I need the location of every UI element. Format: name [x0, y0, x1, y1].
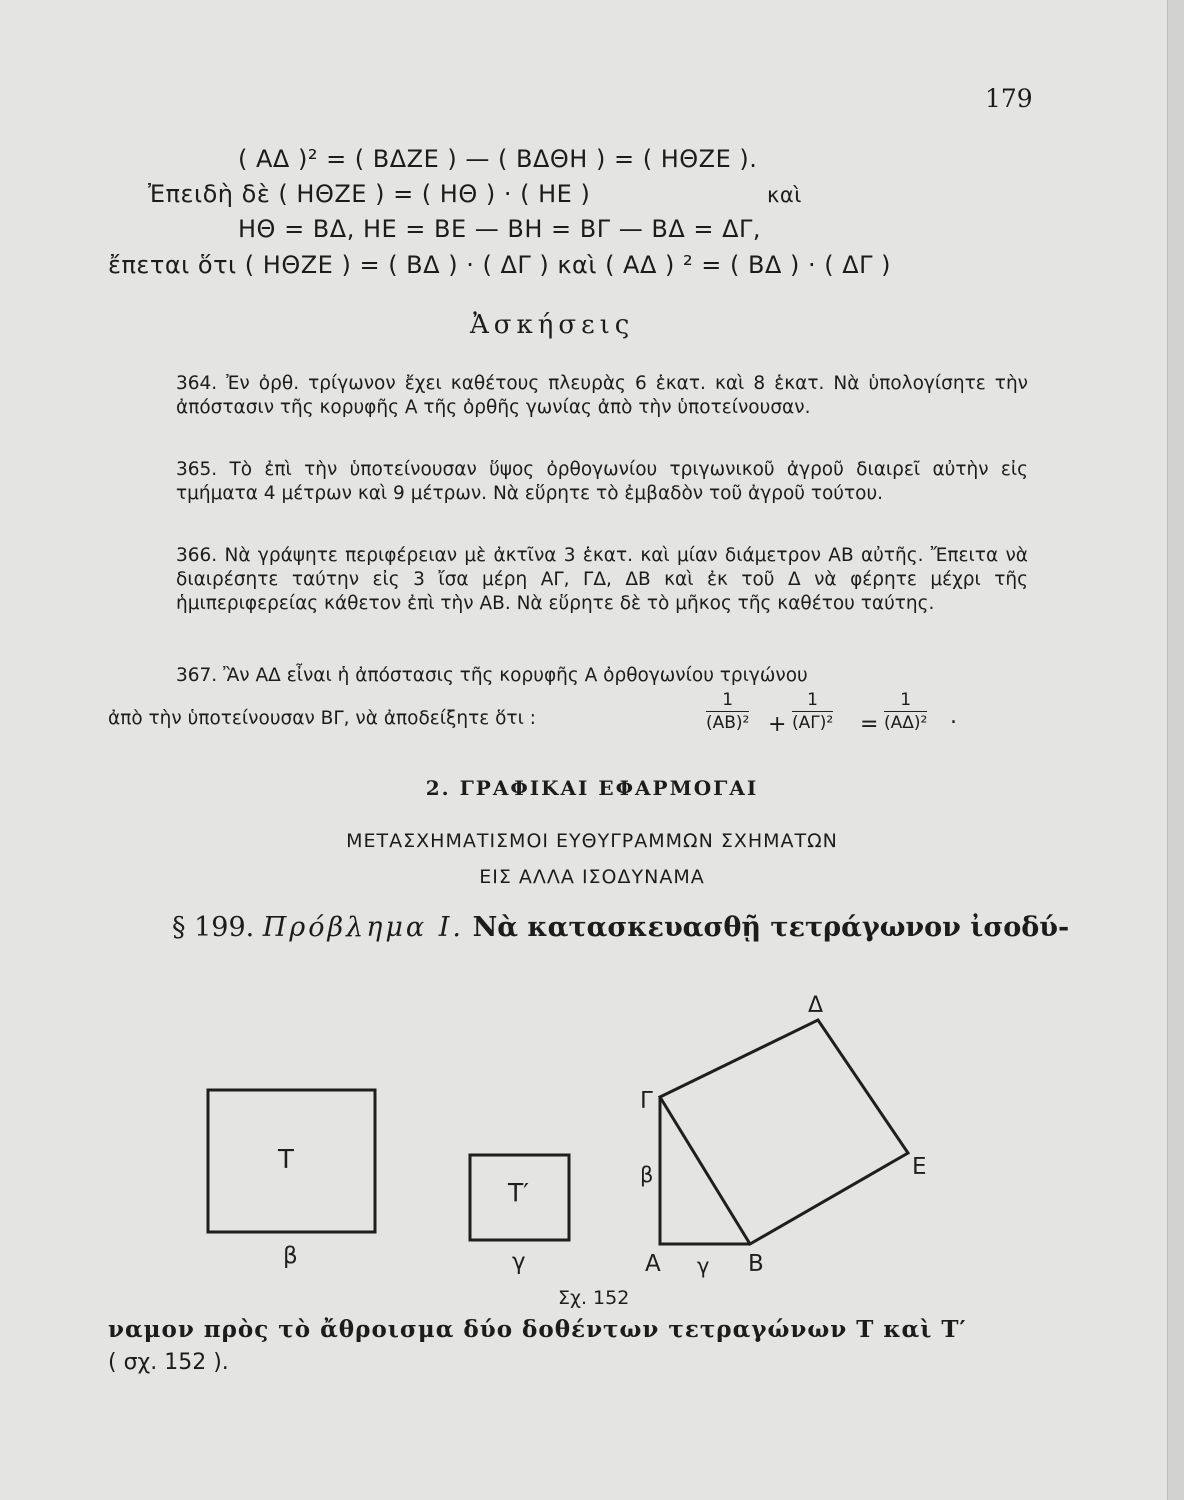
fraction-ag-denominator: (ΑΓ)²	[792, 713, 834, 733]
label-beta-1: β	[283, 1243, 298, 1269]
exercise-367-line2: ἀπὸ τὴν ὑποτείνουσαν ΒΓ, νὰ ἀποδείξητε ὅτι :	[108, 708, 536, 729]
exercise-364-text: 364. Ἐν ὀρθ. τρίγωνον ἔχει καθέτους πλευρὰς 6 ἑκατ. καὶ 8 ἑκατ. Νὰ ὑπολογίσητε τὴν ἀπόστασιν τῆς κορυφῆς Α τῆς ὀρθῆς γωνίας ἀπὸ τὴν ὑποτείνουσαν.	[176, 373, 1028, 418]
label-beta-2: β	[640, 1163, 654, 1187]
label-T-prime: Τ′	[508, 1178, 529, 1207]
label-A: Α	[645, 1251, 661, 1277]
section-title: 2. ΓΡΑΦΙΚΑΙ ΕΦΑΡΜΟΓΑΙ	[425, 776, 759, 800]
figure-caption: Σχ. 152	[558, 1287, 630, 1309]
label-B: Β	[748, 1251, 764, 1277]
problem-label: Πρόβλημα Ι.	[262, 912, 464, 943]
fraction-ag-numerator: 1	[792, 690, 833, 712]
fraction-ad-denominator: (ΑΔ)²	[884, 713, 928, 733]
equation-line-4: ἔπεται ὅτι ( ΗΘΖΕ ) = ( ΒΔ ) · ( ΔΓ ) καὶ ( ΑΔ ) ² = ( ΒΔ ) · ( ΔΓ )	[108, 251, 892, 279]
section-subtitle-2: ΕΙΣ ΑΛΛΑ ΙΣΟΔΥΝΑΜΑ	[479, 866, 705, 888]
equation-line-1: ( ΑΔ )² = ( ΒΔΖΕ ) — ( ΒΔΘΗ ) = ( ΗΘΖΕ ).	[238, 145, 758, 173]
problem-continuation-2: ( σχ. 152 ).	[108, 1350, 229, 1375]
plus-sign: +	[768, 712, 787, 737]
square-hypotenuse	[660, 1020, 908, 1244]
label-T: Τ	[278, 1145, 294, 1175]
fraction-ab-numerator: 1	[706, 690, 749, 712]
problem-continuation: ναμον πρὸς τὸ ἄθροισμα δύο δοθέντων τετραγώνων Τ καὶ Τ′	[108, 1316, 967, 1343]
formula-period: .	[950, 704, 957, 729]
exercise-366-text: 366. Νὰ γράψητε περιφέρειαν μὲ ἀκτῖνα 3 ἑκατ. καὶ μίαν διάμετρον ΑΒ αὐτῆς. Ἔπειτα νὰ διαιρέσητε ταύτην εἰς 3 ἴσα μέρη ΑΓ, ΓΔ, ΔΒ καὶ ἐκ τοῦ Δ νὰ φέρητε μέχρι τῆς ἡμιπεριφερείας κάθετον ἐπὶ τὴν ΑΒ. Νὰ εὕρητε δὲ τὸ μῆκος τῆς καθέτου ταύτης.	[176, 545, 1028, 614]
label-E: Ε	[912, 1154, 927, 1180]
label-Delta: Δ	[808, 993, 824, 1018]
fraction-ab-denominator: (ΑΒ)²	[706, 713, 750, 733]
exercise-365-text: 365. Τὸ ἐπὶ τὴν ὑποτείνουσαν ὕψος ὀρθογωνίου τριγωνικοῦ ἀγροῦ διαιρεῖ αὐτὴν εἰς τμήματα 4 μέτρων καὶ 9 μέτρων. Νὰ εὕρητε τὸ ἐμβαδὸν τοῦ ἀγροῦ τούτου.	[176, 459, 1028, 504]
equation-line-2-kai: καὶ	[767, 183, 802, 207]
equation-line-2: Ἐπειδὴ δὲ ( ΗΘΖΕ ) = ( ΗΘ ) · ( ΗΕ )	[148, 180, 591, 208]
section-subtitle-1: ΜΕΤΑΣΧΗΜΑΤΙΣΜΟΙ ΕΥΘΥΓΡΑΜΜΩΝ ΣΧΗΜΑΤΩΝ	[346, 830, 838, 852]
exercises-heading: Ἀσκήσεις	[470, 310, 635, 340]
label-gamma-1: γ	[512, 1249, 526, 1275]
problem-text: Νὰ κατασκευασθῇ τετράγωνον ἰσοδύ-	[472, 912, 1070, 943]
label-Gamma: Γ	[640, 1088, 653, 1114]
equation-line-3: ΗΘ = ΒΔ, ΗΕ = ΒΕ — ΒΗ = ΒΓ — ΒΔ = ΔΓ,	[238, 215, 762, 243]
problem-number: § 199.	[172, 912, 255, 943]
exercise-367-text: 367. Ἂν ΑΔ εἶναι ἡ ἀπόστασις τῆς κορυφῆς Α ὀρθογωνίου τριγώνου	[176, 665, 808, 686]
page-number: 179	[985, 84, 1033, 113]
label-gamma-2: γ	[697, 1254, 710, 1278]
fraction-ad-numerator: 1	[884, 690, 927, 712]
equals-sign: =	[860, 712, 879, 737]
